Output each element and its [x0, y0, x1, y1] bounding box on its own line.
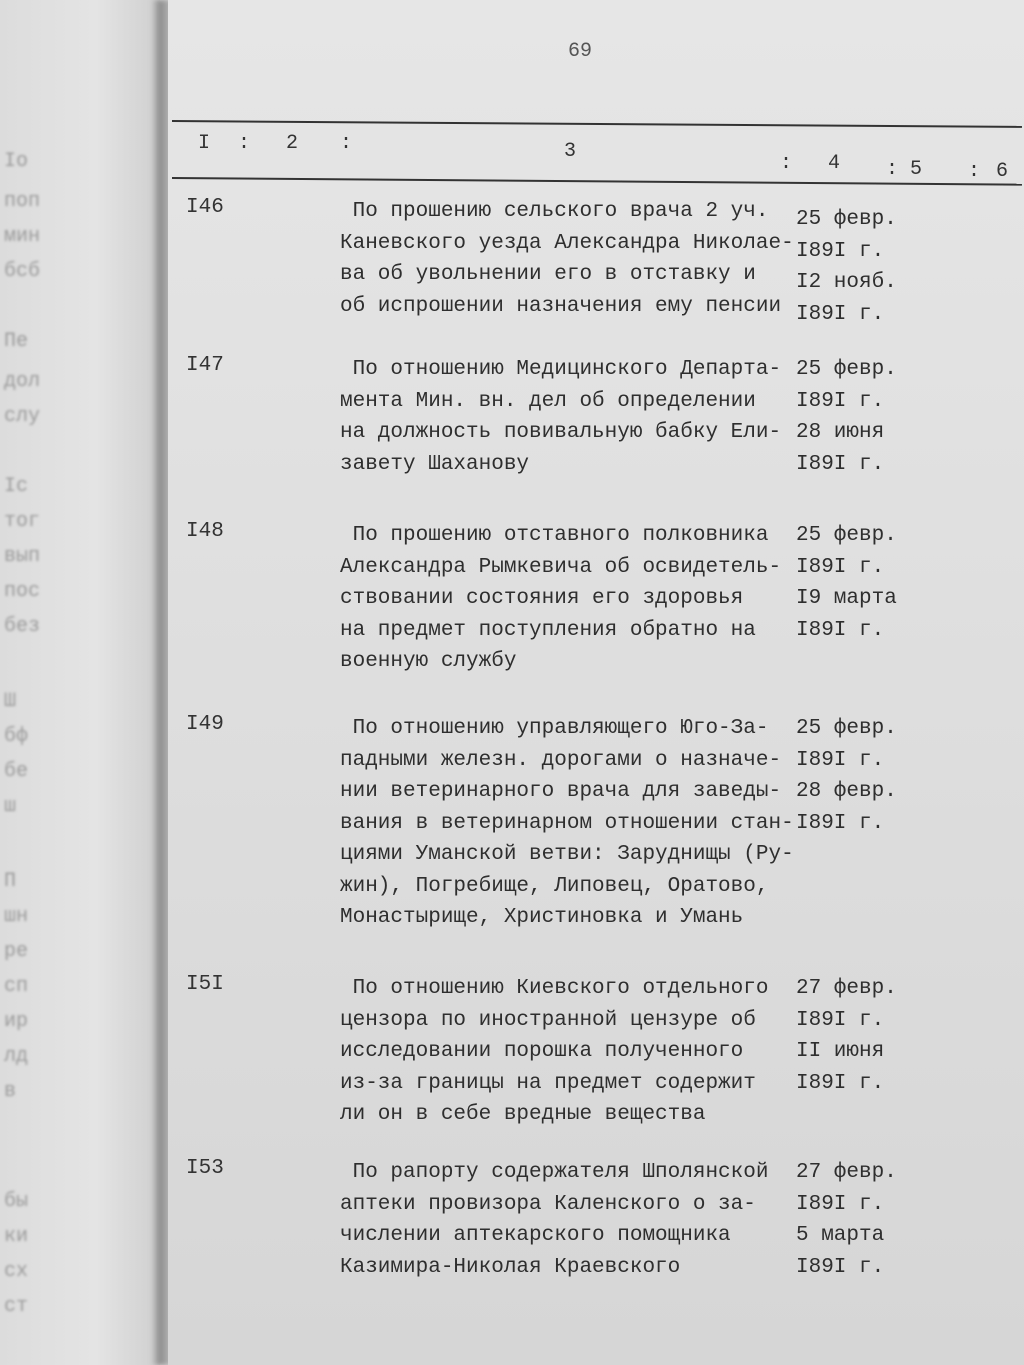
entry-end-date: II июня	[796, 1040, 885, 1063]
entry-end-year: I89I г.	[796, 302, 885, 326]
left-page-ghost-text: П	[4, 870, 17, 893]
entry-description-line: По отношению Киевского отдельного	[340, 977, 769, 1000]
entry-start-year: I89I г.	[796, 1008, 885, 1032]
left-page-ghost-text: бсб	[4, 260, 41, 283]
left-page-ghost-text: Io	[4, 150, 29, 173]
entry-description-line: ли он в себе вредные вещества	[340, 1103, 706, 1126]
entry-dates	[796, 520, 906, 646]
entry-description-line: мента Мин. вн. дел об определении	[340, 389, 756, 413]
left-page-ghost-text: тог	[4, 510, 41, 533]
entry-dates	[796, 1157, 906, 1283]
entry-description-line: Александра Рымкевича об освидетель-	[340, 555, 782, 579]
left-page-ghost-text: бф	[4, 725, 29, 748]
entry-end-year: I89I г.	[796, 452, 885, 476]
page-number: 69	[568, 40, 593, 63]
entry-dates	[796, 204, 906, 330]
left-page-ghost-text: в	[4, 1080, 17, 1103]
column-separator: :	[238, 132, 251, 155]
header-top-rule	[172, 120, 1022, 128]
entry-description-line: на предмет поступления обратно на	[340, 618, 756, 642]
entry-start-year: I89I г.	[796, 239, 885, 263]
entry-description-line: исследовании порошка полученного	[340, 1040, 744, 1063]
entry-end-year: I89I г.	[796, 1071, 885, 1095]
left-page-ghost-text: бы	[4, 1190, 29, 1213]
entry-start-year: I89I г.	[796, 389, 885, 413]
left-page-ghost-text: поп	[4, 190, 41, 213]
entry-description-line: По прошению отставного полковника	[340, 524, 769, 547]
entry-description-line: цензора по иностранной цензуре об	[340, 1008, 756, 1032]
entry-description-line: Монастырище, Христиновка и Умань	[340, 906, 744, 929]
entry-description-line: падными железн. дорогами о назначе-	[340, 748, 782, 772]
entry-description-line: ствовании состояния его здоровья	[340, 587, 744, 610]
column-separator: :	[968, 160, 981, 183]
left-page-ghost-text: Ic	[4, 475, 29, 498]
left-page-ghost-text: вып	[4, 545, 41, 568]
entry-description-line: завету Шаханову	[340, 452, 530, 476]
entry-dates	[796, 354, 906, 480]
entry-end-date: I9 марта	[796, 587, 897, 610]
entry-number: I46	[186, 196, 224, 219]
entry-number: I5I	[186, 973, 224, 996]
entry-number: I49	[186, 713, 224, 736]
entry-description-line: циями Уманской ветви: Заруднищы (Ру-	[340, 843, 794, 866]
left-page-ghost-text: Ш	[4, 690, 17, 713]
entry-start-date: 25 февр.	[796, 717, 897, 740]
entry-start-date: 25 февр.	[796, 358, 897, 381]
entry-description-line: жин), Погребище, Липовец, Оратово,	[340, 874, 769, 898]
entry-description-line: По рапорту содержателя Шполянской	[340, 1161, 769, 1184]
column-separator: :	[780, 152, 793, 175]
entry-description-line: числении аптекарского помощника	[340, 1224, 731, 1247]
entry-dates	[796, 973, 906, 1099]
left-page-ghost-text: ир	[4, 1010, 29, 1033]
left-page-ghost-text: сх	[4, 1260, 29, 1283]
entry-description-line: из-за границы на предмет содержит	[340, 1071, 756, 1095]
left-page-ghost-text: ре	[4, 940, 29, 963]
entry-description-line: Каневского уезда Александра Николае-	[340, 231, 794, 255]
entry-description-line: нии ветеринарного врача для заведы-	[340, 780, 782, 803]
entry-description-line: ва об увольнении его в отставку и	[340, 263, 756, 286]
entry-end-date: 28 февр.	[796, 780, 897, 803]
entry-description-line: По прошению сельского врача 2 уч.	[340, 200, 769, 223]
entry-description-line: По отношению Медицинского Департа-	[340, 358, 782, 381]
entry-description-line: Казимира-Николая Краевского	[340, 1255, 681, 1279]
left-page-ghost-text: дол	[4, 370, 41, 393]
left-facing-page	[0, 0, 160, 1365]
left-page-ghost-text: ки	[4, 1225, 29, 1248]
column-separator: :	[340, 132, 353, 155]
entry-start-date: 25 февр.	[796, 208, 897, 231]
entry-dates	[796, 713, 906, 839]
entry-start-date: 25 февр.	[796, 524, 897, 547]
column-header-2: 2	[286, 132, 299, 155]
left-page-ghost-text: лд	[4, 1045, 29, 1068]
left-page-ghost-text: бе	[4, 760, 29, 783]
entry-start-year: I89I г.	[796, 1192, 885, 1216]
left-page-ghost-text: Пе	[4, 330, 29, 353]
entry-description	[340, 1157, 800, 1283]
column-header-6: 6	[996, 160, 1009, 183]
left-page-ghost-text: пос	[4, 580, 41, 603]
entry-number: I48	[186, 520, 224, 543]
entry-start-year: I89I г.	[796, 555, 885, 579]
left-page-ghost-text: мин	[4, 225, 41, 248]
entry-description	[340, 520, 800, 678]
entry-end-date: I2 нояб.	[796, 271, 897, 294]
entry-end-date: 5 марта	[796, 1224, 885, 1247]
document-page	[168, 0, 1024, 1365]
entry-end-year: I89I г.	[796, 618, 885, 642]
left-page-ghost-text: ш	[4, 795, 17, 818]
entry-description-line: на должность повивальную бабку Ели-	[340, 421, 782, 444]
entry-end-date: 28 июня	[796, 421, 885, 444]
entry-description	[340, 354, 800, 480]
entry-start-date: 27 февр.	[796, 1161, 897, 1184]
left-page-ghost-text: ст	[4, 1295, 29, 1318]
entry-description-line: военную службу	[340, 650, 517, 673]
entry-description-line: аптеки провизора Каленского о за-	[340, 1192, 756, 1216]
entry-number: I53	[186, 1157, 224, 1180]
entry-description	[340, 196, 800, 322]
left-page-ghost-text: без	[4, 615, 41, 638]
entry-end-year: I89I г.	[796, 811, 885, 835]
entry-description-line: об испрошении назначения ему пенсии	[340, 294, 782, 318]
column-header-3: 3	[564, 140, 577, 163]
left-page-ghost-text: сп	[4, 975, 29, 998]
column-header-4: 4	[828, 152, 841, 175]
entry-description	[340, 713, 800, 934]
entry-description-line: По отношению управляющего Юго-За-	[340, 717, 769, 740]
column-separator: :	[886, 158, 899, 181]
entry-description	[340, 973, 800, 1131]
entry-start-date: 27 февр.	[796, 977, 897, 1000]
column-header-5: 5	[910, 158, 923, 181]
entry-number: I47	[186, 354, 224, 377]
column-header-1: I	[198, 132, 211, 155]
left-page-ghost-text: шн	[4, 905, 29, 928]
entry-start-year: I89I г.	[796, 748, 885, 772]
entry-description-line: вания в ветеринарном отношении стан-	[340, 811, 794, 835]
entry-end-year: I89I г.	[796, 1255, 885, 1279]
left-page-ghost-text: слу	[4, 405, 41, 428]
